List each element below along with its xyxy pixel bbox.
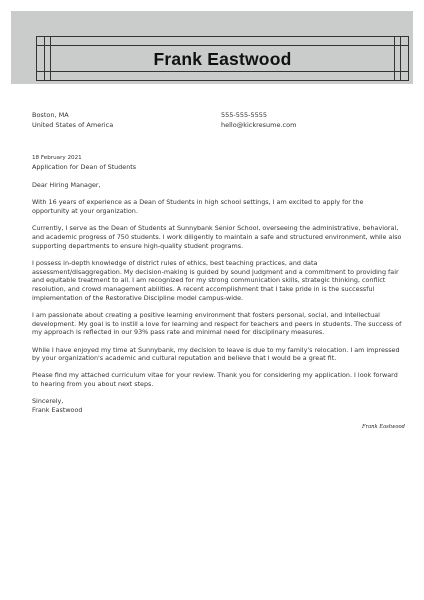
paragraph-reason: While I have enjoyed my time at Sunnybank, my decision to leave is due to my family's relocation. I am impressed by your organization's academic and cultural reputation and believe that I would be a great fit. — [32, 345, 400, 363]
contact-address — [32, 111, 113, 130]
signature: Frank Eastwood — [362, 424, 405, 430]
contact-phone: 555-555-5555 — [221, 111, 268, 119]
paragraph-skills: I possess in-depth knowledge of district rules of ethics, best teaching practices, and data assessment/disaggregation. My decision-making is guided by sound judgment and a commitment to providing fair and equitable treatment to all. I am recognized for my strong communication skills, strategic thinking, conflict resolution, and crowd management abilities. A recent accomplishment that I take pride in is the successful implementation of the Restorative Discipline model campus-wide. — [32, 258, 399, 302]
header-frame — [36, 36, 409, 81]
contact-country: United States of America — [32, 120, 114, 129]
frame-line-top — [37, 45, 408, 46]
contact-city: Boston, MA — [32, 111, 69, 119]
contact-details — [221, 111, 296, 130]
letter-body — [32, 155, 402, 415]
letter-date: 18 February 2021 — [32, 155, 82, 161]
frame-line-bottom — [37, 71, 408, 72]
sender-name: Frank Eastwood — [32, 406, 83, 415]
paragraph-closing: Please find my attached curriculum vitae for your review. Thank you for considering my application. I look forward to hearing from you about next steps. — [32, 371, 398, 389]
closing-phrase: Sincerely, — [32, 397, 64, 406]
contact-email[interactable]: hello@kickresume.com — [221, 120, 297, 129]
header-band — [11, 11, 413, 84]
paragraph-current-role: Currently, I serve as the Dean of Students at Sunnybank Senior School, overseeing the administrative, behavioral, and academic progress of 750 students. I work diligently to maintain a safe and structured environment, while also supporting departments to ensure high-quality student programs. — [32, 224, 402, 250]
letter-salutation: Dear Hiring Manager, — [32, 181, 101, 190]
letter-subject: Application for Dean of Students — [32, 162, 137, 171]
candidate-name: Frank Eastwood — [153, 49, 292, 69]
paragraph-passion: I am passionate about creating a positive learning environment that fosters personal, social, and intellectual development. My goal is to instill a love for learning and respect for teachers and peers in students. The success of my approach is reflected in our 93% pass rate and minimal need for disciplinary measures. — [32, 310, 402, 337]
paragraph-intro: With 16 years of experience as a Dean of Students in high school settings, I am excited to apply for the opportunity at your organization. — [32, 198, 364, 216]
letter-closing — [32, 397, 402, 414]
